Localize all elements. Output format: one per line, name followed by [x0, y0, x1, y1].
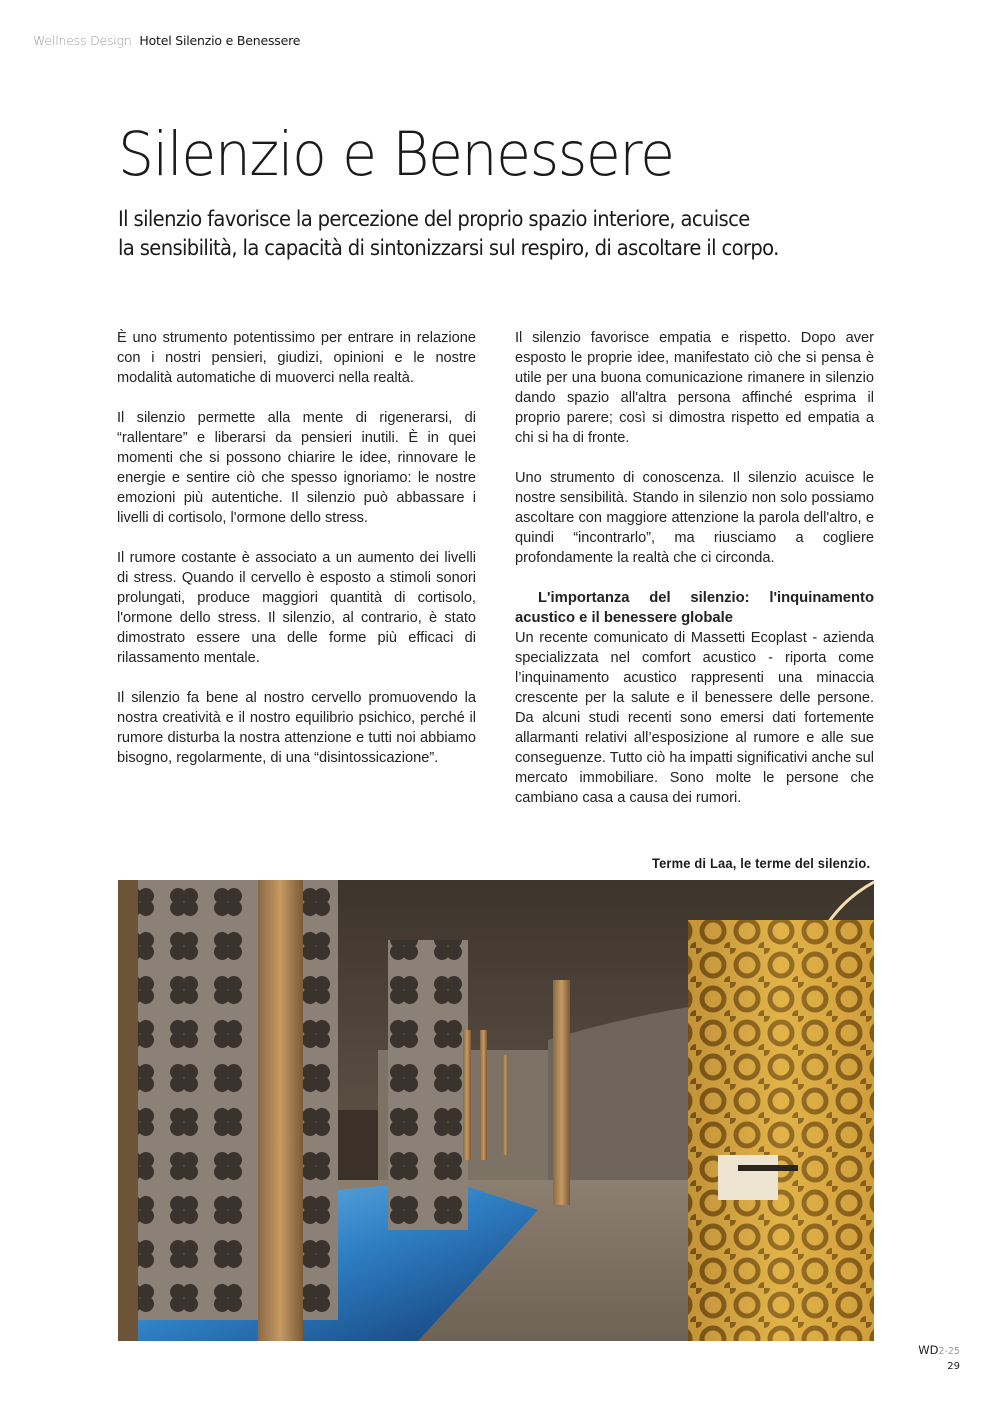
photo-caption: Terme di Laa, le terme del silenzio. — [651, 855, 870, 871]
paragraph: Uno strumento di conoscenza. Il silenzio acuisce le nostre sensibilità. Stando in silenzio non solo possiamo ascoltare con maggiore attenzione la parola dell'altro, e quindi “incontrarlo”, ma riusciamo a cogliere profondamente la realtà che ci circonda. — [515, 470, 874, 566]
spa-illustration — [118, 880, 874, 1341]
paragraph: Il silenzio fa bene al nostro cervello promuovendo la nostra creatività e il nostro equilibrio psichico, perché il rumore disturba la nostra attenzione e tutti noi abbiamo bisogno, regolarmente, di una “disintossicazione”. — [117, 690, 476, 766]
subtitle-line: la sensibilità, la capacità di sintonizzarsi sul respiro, di ascoltare il corpo. — [118, 236, 779, 261]
lounge-sofa — [718, 1155, 778, 1200]
section-name: Wellness Design — [33, 33, 132, 48]
paragraph: È uno strumento potentissimo per entrare in relazione con i nostri pensieri, giudizi, opinioni e le nostre modalità automatiche di muoverci nella realtà. — [117, 330, 476, 386]
page-number: 29 — [947, 1361, 960, 1372]
paragraph: Il silenzio permette alla mente di rigenerarsi, di “rallentare” e liberarsi da pensieri inutili. È in quei momenti che si possono chiarire le idee, rinnovare le energie e sentire ciò che spesso ignoriamo: le nostre emozioni più autentiche. Il silenzio può abbassare i livelli di cortisolo, l'ormone dello stress. — [117, 410, 476, 526]
right-column — [515, 328, 874, 828]
paragraph: Il rumore costante è associato a un aumento dei livelli di stress. Quando il cervello è esposto a stimoli sonori prolungati, produce maggiori quantità di cortisolo, l'ormone dello stress. Il silenzio, al contrario, è stato dimostrato essere una delle forme più efficaci di rilassamento mentale. — [117, 550, 476, 666]
column — [553, 980, 570, 1205]
article-subtitle — [118, 205, 810, 263]
left-column — [117, 328, 476, 788]
article-title: Silenzio e Benessere — [118, 119, 674, 190]
column — [463, 1030, 471, 1160]
lounge-table — [738, 1165, 798, 1171]
golden-lattice-sheen — [688, 920, 874, 1341]
paragraph: Il silenzio favorisce empatia e rispetto. Dopo aver esposto le proprie idee, manifestato ciò che si pensa è utile per una buona comunicazione rimanere in silenzio dando spazio all'altra persona affinché esprima il proprio parere; così si dimostra rispetto ed empatia a chi si ha di fronte. — [515, 330, 874, 446]
spa-photo — [118, 880, 874, 1341]
paragraph: Un recente comunicato di Massetti Ecoplast - azienda specializzata nel comfort acustico - riporta come l’inquinamento acustico rappresenti una minaccia crescente per la salute e il benessere delle persone. Da alcuni studi recenti sono emersi dati fortemente allarmanti relativi all’esposizione al rumore e alle sue conseguenze. Tutto ciò ha impatti significativi anche sul mercato immobiliare. Sono molte le persone che cambiano casa a causa dei rumori. — [515, 630, 874, 806]
column — [480, 1030, 487, 1160]
folio — [918, 1343, 960, 1374]
section-subheading: L'importanza del silenzio: l'inquinamento acustico e il benessere globale — [515, 590, 874, 626]
magazine-initials: WD — [918, 1343, 939, 1357]
column — [258, 880, 303, 1341]
subtitle-line: Il silenzio favorisce la percezione del proprio spazio interiore, acuisce — [118, 207, 750, 232]
perforated-wall-left — [138, 880, 338, 1320]
column — [503, 1055, 508, 1155]
column — [118, 880, 138, 1341]
running-head — [33, 33, 300, 48]
issue-number: 2-25 — [938, 1346, 960, 1357]
perforated-wall-mid — [388, 940, 468, 1230]
article-name: Hotel Silenzio e Benessere — [139, 33, 301, 48]
